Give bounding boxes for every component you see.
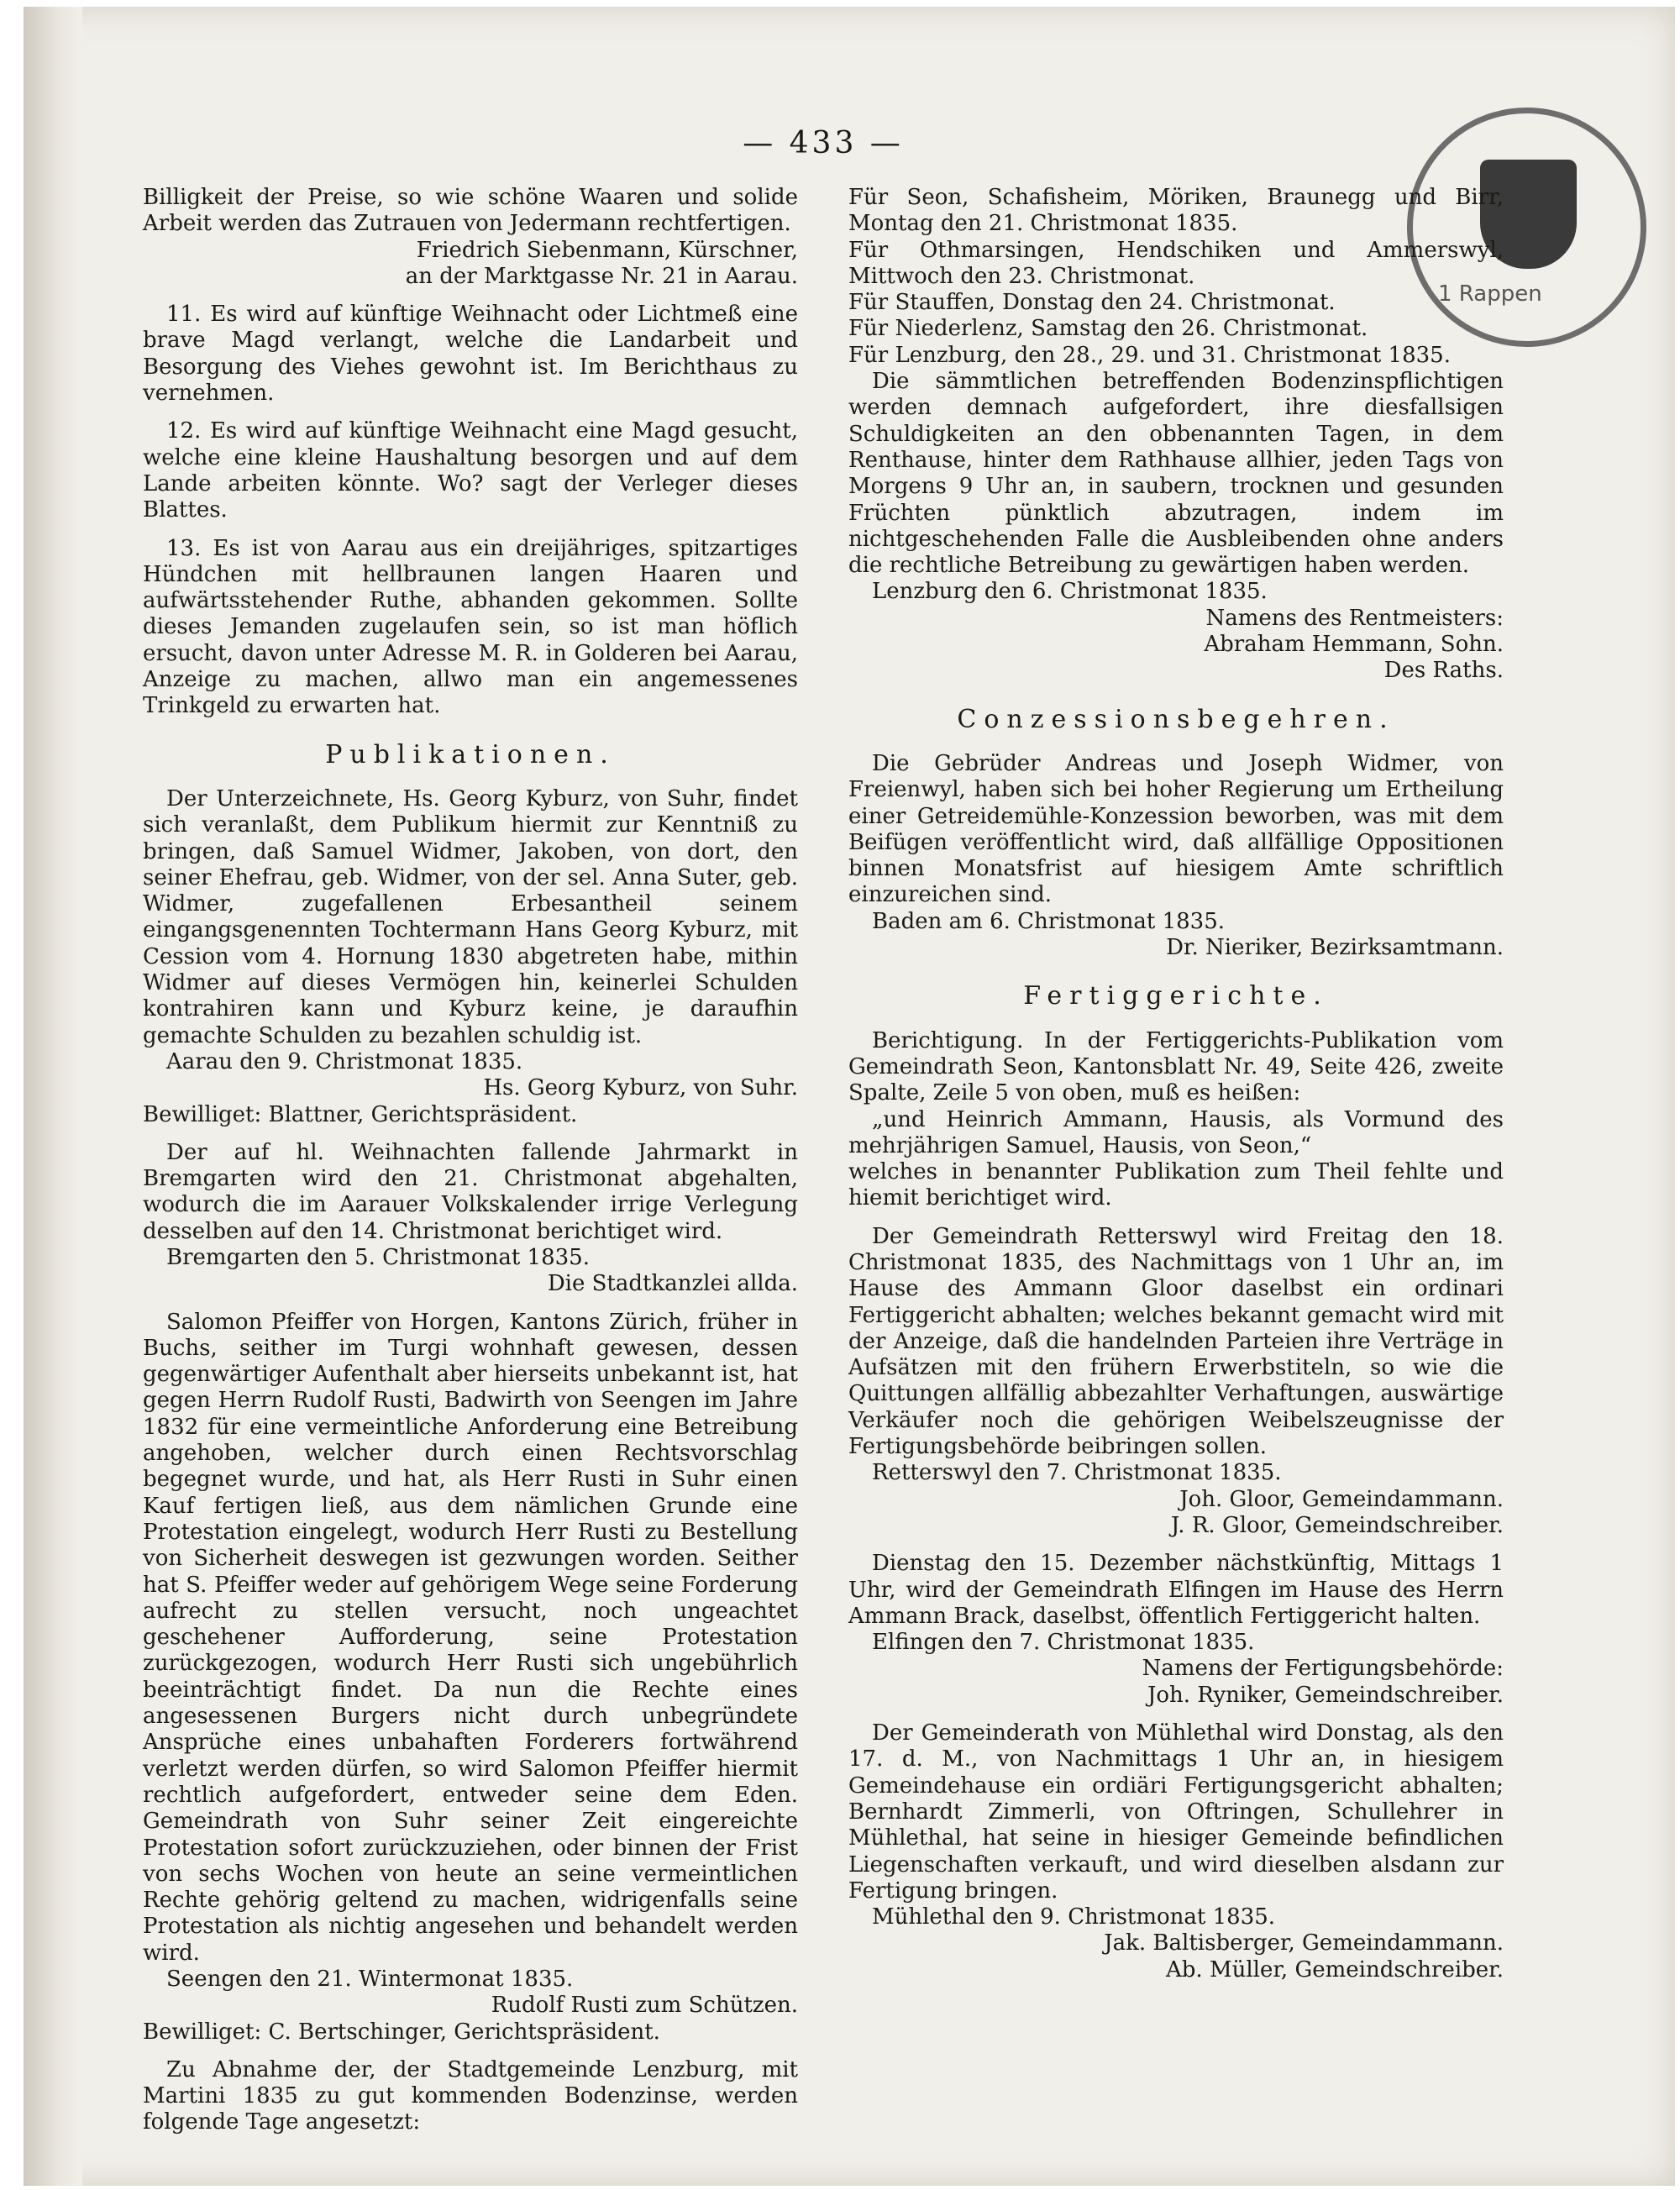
schedule-item: Für Seon, Schafisheim, Möriken, Braunegg und Birr, Montag den 21. Christmonat 1835.	[848, 185, 1504, 237]
notice-signature: Joh. Ryniker, Gemeindschreiber.	[1147, 1682, 1504, 1708]
section-heading-fertiggerichte: Fertiggerichte.	[1023, 981, 1329, 1011]
publication-signature: Hs. Georg Kyburz, von Suhr.	[483, 1075, 798, 1101]
schedule-item: Für Lenzburg, den 28., 29. und 31. Christmonat 1835.	[848, 342, 1451, 368]
notice-signature: Namens der Fertigungsbehörde:	[1142, 1656, 1504, 1682]
publication-bodenzinse: Zu Abnahme der, der Stadtgemeinde Lenzburg, mit Martini 1835 zu gut kommenden Bodenzinse, werden folgende Tage angesetzt:	[143, 2056, 798, 2135]
schedule-item: Für Niederlenz, Samstag den 26. Christmonat.	[848, 316, 1368, 342]
publication-approval: Bewilliget: C. Bertschinger, Gerichtspräsident.	[143, 2019, 660, 2045]
notice-signature: Abraham Hemmann, Sohn.	[1204, 632, 1504, 658]
right-column	[848, 185, 1504, 1983]
ad-13: 13. Es ist von Aarau aus ein dreijähriges, spitzartiges Hündchen mit hellbraunen langen Haaren und aufwärtsstehender Ruthe, abhanden gekommen. Sollte dieses Jemanden zugelaufen sein, so ist man höflich ersucht, davon unter Adresse M. R. in Golderen bei Aarau, Anzeige zu machen, allwo man ein angemessenes Trinkgeld zu erwarten hat.	[143, 535, 798, 719]
publication-kyburz: Der Unterzeichnete, Hs. Georg Kyburz, von Suhr, findet sich veranlaßt, dem Publikum hiermit zur Kenntniß zu bringen, daß Samuel Widmer, Jakoben, von dort, den seiner Ehefrau, geb. Widmer, von der sel. Anna Suter, geb. Widmer, zugefallenen Erbesantheil seinem eingangsgenennten Tochtermann Hans Georg Kyburz, mit Cession vom 4. Hornung 1830 abgetreten habe, mithin Widmer auf dieses Vermögen hin, keinerlei Schulden kontrahiren kann und Kyburz keine, je daraufhin gemachte Schulden zu bezahlen schuldig ist.	[143, 785, 798, 1048]
ad-12: 12. Es wird auf künftige Weihnacht eine Magd gesucht, welche eine kleine Haushaltung besorgen und auf dem Lande arbeiten könnte. Wo? sagt der Verleger dieses Blattes.	[143, 418, 798, 523]
ad-text: Billigkeit der Preise, so wie schöne Waaren und solide Arbeit werden das Zutrauen von Jedermann rechtfertigen.	[143, 185, 798, 237]
notice-date: Baden am 6. Christmonat 1835.	[872, 908, 1226, 934]
correction-quote: „und Heinrich Ammann, Hausis, als Vormund des mehrjährigen Samuel, Hausis, von Seon,“	[848, 1106, 1504, 1158]
schedule-item: Für Othmarsingen, Hendschiken und Ammerswyl, Mittwoch den 23. Christmonat.	[848, 237, 1504, 289]
publication-date: Seengen den 21. Wintermonat 1835.	[166, 1967, 574, 1992]
ad-signature-address: an der Marktgasse Nr. 21 in Aarau.	[405, 263, 798, 289]
ad-11: 11. Es wird auf künftige Weihnacht oder Lichtmeß eine brave Magd verlangt, welche die Landarbeit und Besorgung des Viehes gewohnt ist. Im Berichthaus zu vernehmen.	[143, 302, 798, 407]
page-number: — 433 —	[743, 126, 904, 160]
notice-signature: Joh. Gloor, Gemeindammann.	[1179, 1486, 1504, 1512]
ad-signature: Friedrich Siebenmann, Kürschner,	[416, 237, 798, 263]
notice-date: Mühlethal den 9. Christmonat 1835.	[872, 1904, 1276, 1930]
fertiggericht-elfingen: Dienstag den 15. Dezember nächstkünftig, Mittags 1 Uhr, wird der Gemeindrath Elfingen im Hause des Herrn Ammann Brack, daselbst, öffentlich Fertiggericht halten.	[848, 1551, 1504, 1629]
stamp-value: 1 Rappen	[1438, 281, 1542, 307]
notice-signature: Ab. Müller, Gemeindschreiber.	[1166, 1956, 1504, 1983]
left-column	[143, 185, 798, 2148]
fertiggericht-retterswyl: Der Gemeindrath Retterswyl wird Freitag den 18. Christmonat 1835, des Nachmittags von 1 Uhr an, im Hause des Ammann Gloor daselbst ein ordinari Fertiggericht abhalten; welches bekannt gemacht wird mit der Anzeige, daß die handelnden Parteien ihre Verträge in Aufsätzen mit den frühern Erwerbstiteln, so wie die Quittungen allfällig abbezahlter Verhaftungen, auswärtige Verkäufer noch die gehörigen Weibelszeugnisse der Fertigungsbehörde beibringen sollen.	[848, 1223, 1504, 1460]
notice-date: Retterswyl den 7. Christmonat 1835.	[872, 1460, 1282, 1486]
notice-signature: J. R. Gloor, Gemeindschreiber.	[1170, 1512, 1504, 1538]
correction-notice: Berichtigung. In der Fertiggerichts-Publikation vom Gemeindrath Seon, Kantonsblatt Nr. 49, Seite 426, zweite Spalte, Zeile 5 von oben, muß es heißen:	[848, 1027, 1504, 1106]
notice-date: Lenzburg den 6. Christmonat 1835.	[872, 579, 1268, 605]
schedule-item: Für Stauffen, Donstag den 24. Christmonat.	[848, 290, 1336, 316]
notice-signature: Namens des Rentmeisters:	[1205, 605, 1504, 631]
notice-signature: Des Raths.	[1383, 658, 1504, 684]
concession-request: Die Gebrüder Andreas und Joseph Widmer, von Freienwyl, haben sich bei hoher Regierung um Ertheilung einer Getreidemühle-Konzession beworben, was mit dem Beifügen veröffentlicht wird, daß allfällige Oppositionen binnen Monatsfrist auf hiesigem Amte schriftlich einzureichen sind.	[848, 750, 1504, 908]
publication-jahrmarkt: Der auf hl. Weihnachten fallende Jahrmarkt in Bremgarten wird den 21. Christmonat abgehalten, wodurch die im Aarauer Volkskalender irrige Verlegung desselben auf den 14. Christmonat berichtiget wird.	[143, 1139, 798, 1244]
publication-date: Bremgarten den 5. Christmonat 1835.	[166, 1244, 590, 1270]
notice-signature: Jak. Baltisberger, Gemeindammann.	[1104, 1930, 1504, 1956]
publication-signature: Rudolf Rusti zum Schützen.	[491, 1993, 798, 2019]
publication-pfeiffer: Salomon Pfeiffer von Horgen, Kantons Zürich, früher in Buchs, seither im Turgi wohnhaft gewesen, dessen gegenwärtiger Aufenthalt aber hierseits unbekannt ist, hat gegen Herrn Rudolf Rusti, Badwirth von Seengen im Jahre 1832 für eine vermeintliche Anforderung eine Betreibung angehoben, welcher durch einen Rechtsvorschlag begegnet wurde, und hat, als Herr Rusti in Suhr einen Kauf fertigen ließ, aus dem nämlichen Grunde eine Protestation eingelegt, wodurch Herr Rusti zu Bestellung von Sicherheit deswegen ist gezwungen worden. Seither hat S. Pfeiffer weder auf gehörigem Wege seine Forderung aufrecht zu stellen versucht, noch ungeachtet geschehener Aufforderung, seine Protestation zurückgezogen, wodurch Herr Rusti sich ungebührlich beeinträchtigt findet. Da nun die Rechte eines angesessenen Burgers nicht durch unbegründete Ansprüche eines unbahaften Forderers fortwährend verletzt werden dürfen, so wird Salomon Pfeiffer hiermit rechtlich aufgefordert, entweder seine dem Eden. Gemeindrath von Suhr seiner Zeit eingereichte Protestation sofort zurückzuziehen, oder binnen der Frist von sechs Wochen von heute an seine vermeintlichen Rechte gehörig geltend zu machen, widrigenfalls seine Protestation als nichtig angesehen und behandelt werden wird.	[143, 1309, 798, 1966]
publication-approval: Bewilliget: Blattner, Gerichtspräsident.	[143, 1101, 578, 1127]
notice-signature: Dr. Nieriker, Bezirksamtmann.	[1166, 935, 1504, 961]
fertiggericht-muehlethal: Der Gemeinderath von Mühlethal wird Donstag, als den 17. d. M., von Nachmittags 1 Uhr an, in hiesigem Gemeindehause ein ordiäri Fertigungsgericht abhalten; Bernhardt Zimmerli, von Oftringen, Schullehrer in Mühlethal, hat seine in hiesiger Gemeinde befindlichen Liegenschaften verkauft, und wird dieselben alsdann zur Fertigung bringen.	[848, 1720, 1504, 1904]
section-heading-conzessionsbegehren: Conzessionsbegehren.	[957, 704, 1395, 734]
section-heading-publikationen: Publikationen.	[325, 739, 616, 769]
bodenzins-notice: Die sämmtlichen betreffenden Bodenzinspflichtigen werden demnach aufgefordert, ihre diesfallsigen Schuldigkeiten an den obbenannten Tagen, in dem Renthause, hinter dem Rathhause allhier, jeden Tags von Morgens 9 Uhr an, in saubern, trocknen und gesunden Früchten pünktlich abzutragen, indem im nichtgeschehenden Falle die Ausbleibenden ohne anders die rechtliche Betreibung zu gewärtigen haben werden.	[848, 369, 1504, 579]
correction-end: welches in benannter Publikation zum Theil fehlte und hiemit berichtiget wird.	[848, 1159, 1504, 1211]
publication-signature: Die Stadtkanzlei allda.	[547, 1271, 798, 1297]
notice-date: Elfingen den 7. Christmonat 1835.	[872, 1630, 1255, 1656]
binding-edge	[24, 7, 82, 2186]
publication-date: Aarau den 9. Christmonat 1835.	[166, 1048, 523, 1074]
